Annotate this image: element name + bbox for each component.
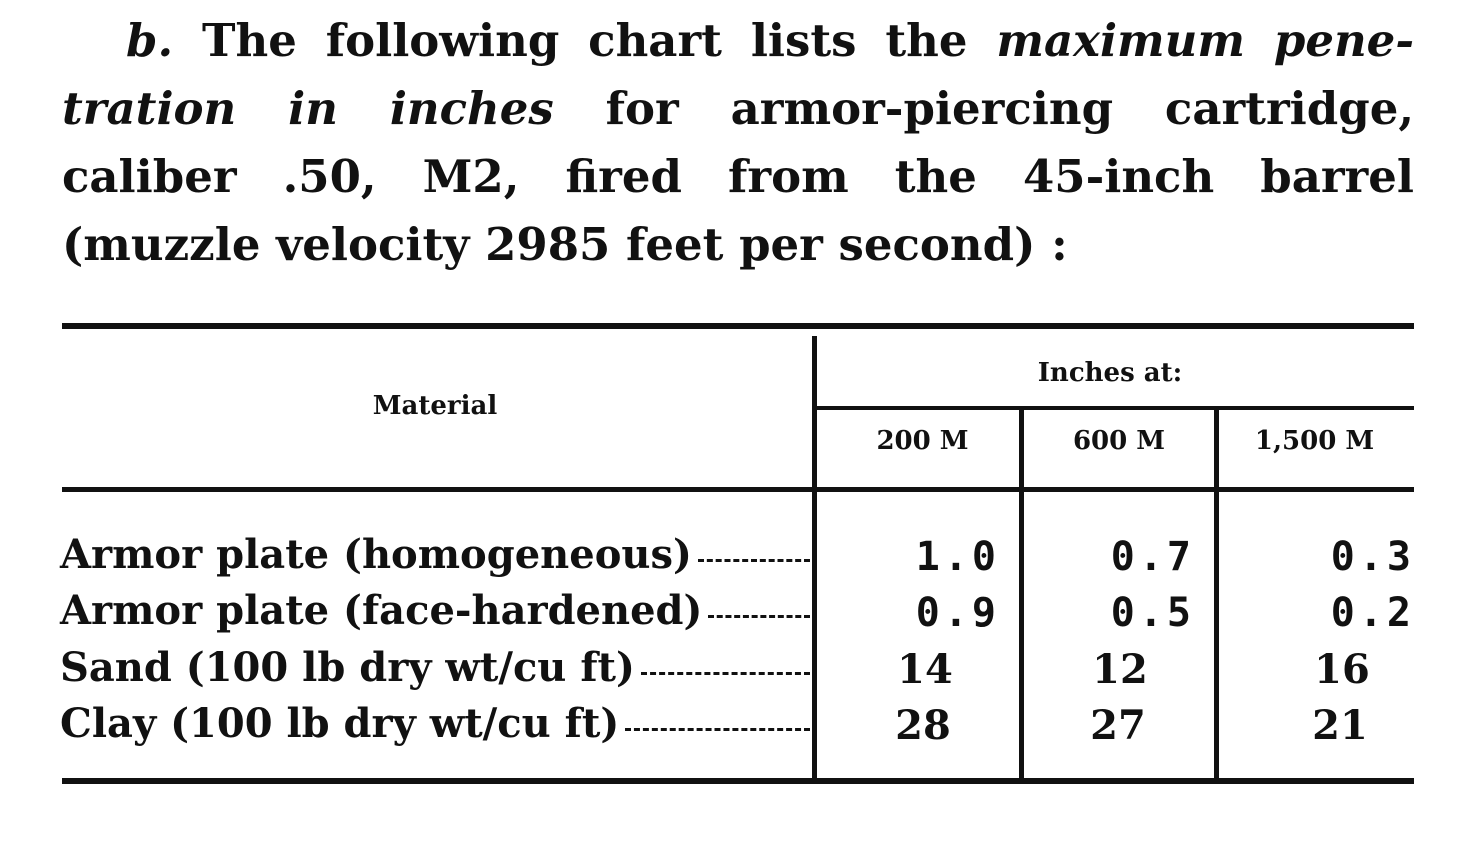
value-cell: 0.3 <box>1330 534 1415 580</box>
material-cell: Clay (100 lb dry wt/cu ft) <box>60 700 620 747</box>
intro-line-1 <box>126 14 1414 67</box>
intro-line-4: (muzzle velocity 2985 feet per second) : <box>62 218 1068 271</box>
value-cell: 0.9 <box>915 590 1000 636</box>
column-header-1500m: 1,500 M <box>1254 426 1375 456</box>
intro-emphasis-1: maximum pene- <box>996 14 1414 67</box>
value-cell: 28 <box>895 702 951 749</box>
material-cell: Armor plate (homogeneous) <box>60 531 692 578</box>
material-cell: Sand (100 lb dry wt/cu ft) <box>60 644 635 691</box>
dot-leader <box>641 672 810 675</box>
intro-text-2: for armor-piercing cartridge, <box>605 82 1415 135</box>
inches-at-header: Inches at: <box>1037 358 1183 388</box>
dot-leader <box>708 615 810 618</box>
intro-emphasis-2: tration in inches <box>62 82 554 135</box>
intro-line-2 <box>62 82 1415 135</box>
intro-text-1: The following chart lists the <box>202 14 968 67</box>
intro-line-3: caliber .50, M2, fired from the 45-inch barrel <box>62 150 1414 203</box>
table-row <box>60 644 810 691</box>
table-row <box>60 700 810 747</box>
value-cell: 0.5 <box>1110 590 1195 636</box>
dot-leader <box>698 559 810 562</box>
value-cell: 14 <box>897 646 953 693</box>
table-row <box>60 587 810 634</box>
table-row <box>60 531 810 578</box>
group-header-rule <box>816 406 1414 410</box>
column-divider-1 <box>1019 410 1024 782</box>
material-column-header: Material <box>372 391 498 421</box>
value-cell: 27 <box>1090 702 1146 749</box>
table-top-rule <box>62 323 1414 329</box>
value-cell: 12 <box>1092 646 1148 693</box>
column-header-600m: 600 M <box>1072 426 1166 456</box>
value-cell: 16 <box>1314 646 1370 693</box>
paragraph-label: b. <box>126 14 174 67</box>
material-cell: Armor plate (face-hardened) <box>60 587 703 634</box>
value-cell: 0.2 <box>1330 590 1415 636</box>
table-header-rule <box>62 487 1414 492</box>
value-cell: 1.0 <box>915 534 1000 580</box>
dot-leader <box>625 728 810 731</box>
table-bottom-rule <box>62 778 1414 784</box>
column-header-200m: 200 M <box>876 426 969 456</box>
value-cell: 21 <box>1312 702 1368 749</box>
column-divider-2 <box>1214 410 1219 782</box>
material-column-divider <box>812 336 817 782</box>
value-cell: 0.7 <box>1110 534 1195 580</box>
